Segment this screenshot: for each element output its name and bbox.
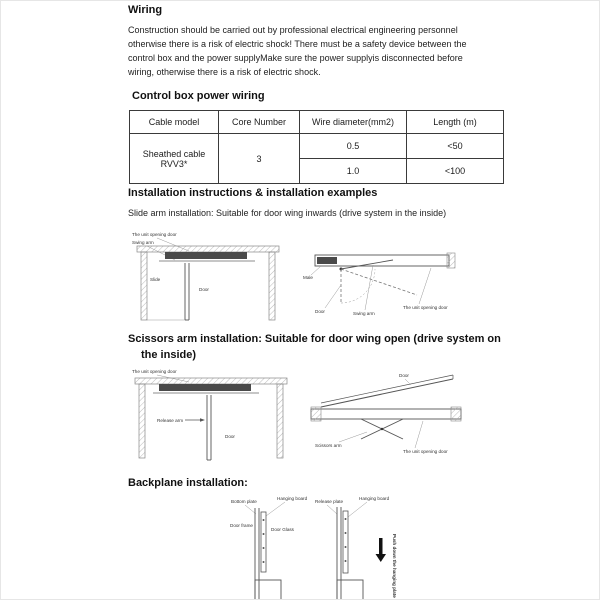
bottom-plate-label: Bottom plate (231, 499, 257, 504)
table-header-row (130, 111, 504, 134)
scissors-arm-mechanism (361, 419, 403, 439)
door-callout (399, 373, 411, 385)
push-down-arrow (376, 538, 387, 562)
left-wall (141, 252, 147, 320)
wiring-intro-text: Construction should be carried out by professional electrical engineering personnel otherwise there is a risk of electric shock! There must be a safety device between the control box and the power supplyMake sure the power supplyis disconnected before wiring, otherwise there is a risk of electric shock. (128, 25, 467, 77)
header-core-number: Core Number (219, 111, 300, 134)
cell-cable-model: Sheathed cable RVV3* (130, 134, 219, 184)
diagram-labels (303, 265, 448, 316)
backplane-left-diagram (229, 494, 309, 600)
swing-arm-label: Swing arm (353, 311, 375, 316)
track-header (315, 253, 455, 268)
diagram-labels-mid (230, 523, 295, 532)
unit-label: The unit opening door (403, 449, 448, 454)
section-title-wiring: Wiring (128, 4, 163, 16)
hanging-board-label: Hanging board (277, 496, 308, 501)
door-label: Door (199, 287, 209, 292)
left-wall (139, 384, 145, 458)
backplane-strip (343, 511, 348, 573)
table-row (130, 134, 504, 159)
right-wall (269, 252, 275, 320)
header-wire-diameter: Wire diameter(mm2) (300, 111, 407, 134)
scissors-arm-front-diagram (129, 366, 294, 463)
door-leaf (207, 395, 211, 460)
release-plate-label: Release plate (315, 499, 344, 504)
door-label: Door (399, 373, 409, 378)
slide-arm-front-diagram (129, 229, 287, 323)
operator-unit (159, 252, 255, 261)
diagram-labels-top (231, 496, 308, 516)
header-cable-model: Cable model (130, 111, 219, 134)
backplane-strip (261, 512, 266, 572)
right-wall (277, 384, 283, 458)
slide-label: Slide (150, 277, 161, 282)
ceiling-beam (137, 246, 279, 252)
scissors-arm-label: Scissors arm (315, 443, 342, 448)
scissors-arm-plan-diagram (303, 369, 468, 457)
door-glass-label: Door Glass (271, 527, 294, 532)
swing-arm-mechanism (340, 260, 418, 303)
diagram-labels-bottom (315, 421, 448, 454)
wall-band (311, 407, 461, 421)
hanging-board-label: Hanging board (359, 496, 390, 501)
door-label: Door (225, 434, 235, 439)
wiring-table (129, 110, 504, 184)
header-length: Length (m) (407, 111, 504, 134)
diagram-labels-top (315, 496, 390, 517)
release-arm-label: Release arm (157, 418, 184, 423)
unit-label: The unit opening door (132, 232, 177, 237)
section-title-scissors: Scissors arm installation: Suitable for door wing open (drive system on the inside) (128, 333, 501, 361)
cell-diameter-2: 1.0 (300, 159, 407, 184)
slide-arm-plan-diagram (301, 245, 463, 321)
cell-length-1: <50 (407, 134, 504, 159)
section-title-backplane: Backplane installation: (128, 477, 248, 489)
release-arm-callout (157, 418, 205, 423)
push-down-label: Push down the hanging plate (392, 534, 397, 598)
door-frame-column (337, 507, 341, 600)
cell-diameter-1: 0.5 (300, 134, 407, 159)
male-label: Male (303, 275, 313, 280)
door-label: Door (315, 309, 325, 314)
unit-label: The unit opening door (403, 305, 448, 310)
slide-arm-note: Slide arm installation: Suitable for door wing inwards (drive system in the inside) (128, 208, 447, 218)
backplane-right-diagram (313, 494, 405, 600)
section-title-installation: Installation instructions & installation examples (128, 187, 378, 199)
open-door-leaf (321, 375, 453, 407)
door-leaf (147, 263, 189, 320)
swing-arm-label: Swing arm (132, 240, 154, 245)
operator-unit (153, 384, 259, 393)
door-frame-column (255, 508, 259, 600)
ceiling-beam (135, 378, 287, 384)
cell-core-number: 3 (219, 134, 300, 184)
unit-label: The unit opening door (132, 369, 177, 374)
cell-length-2: <100 (407, 159, 504, 184)
door-frame-label: Door frame (230, 523, 253, 528)
section-title-control-box: Control box power wiring (132, 90, 265, 102)
